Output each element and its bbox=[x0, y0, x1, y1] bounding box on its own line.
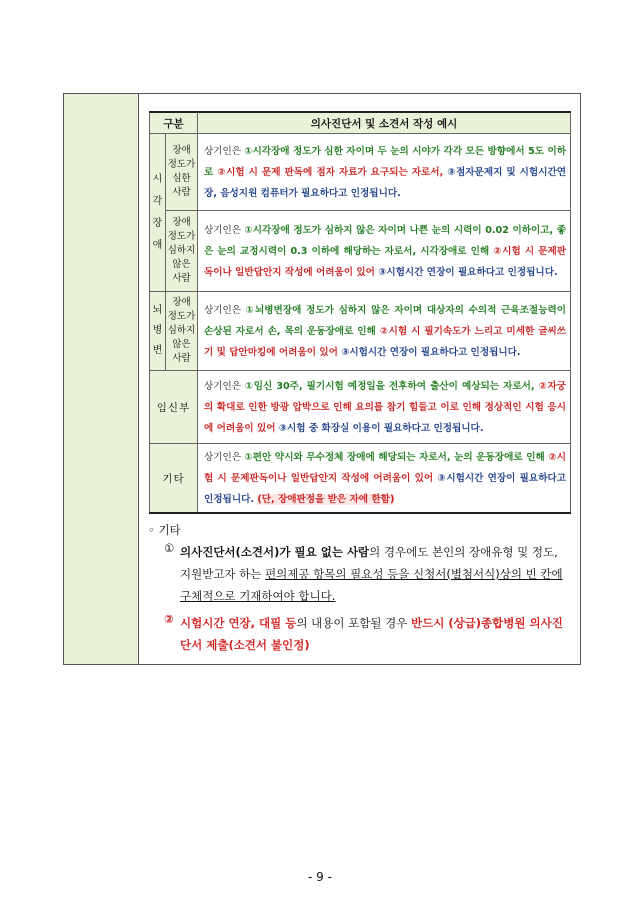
example-text bbox=[198, 134, 571, 211]
text-prefix: 상기인은 bbox=[204, 304, 246, 316]
text-prefix: 상기인은 bbox=[204, 451, 245, 463]
text-difficulty: ②시험 시 문제판독이나 일반답안지 작성에 어려움이 있어 bbox=[204, 245, 566, 278]
text-prefix: 상기인은 bbox=[204, 145, 245, 157]
text-condition: ①임신 30주, 필기시험 예정일을 전후하여 출산이 예상되는 자로서, bbox=[244, 380, 539, 392]
header-example: 의사진단서 및 소견서 작성 예시 bbox=[198, 112, 571, 134]
group-pregnant: 임신부 bbox=[150, 371, 198, 444]
group-visual bbox=[150, 134, 166, 292]
header-category: 구분 bbox=[150, 112, 198, 134]
note-1 bbox=[180, 541, 572, 607]
text-prefix: 상기인은 bbox=[204, 224, 245, 236]
text-accommodation: ③시험시간 연장이 필요하다고 인정됩니다. bbox=[341, 346, 521, 358]
table-row bbox=[150, 371, 571, 444]
group-label: 뇌병변 bbox=[152, 305, 163, 356]
example-text bbox=[198, 211, 571, 292]
left-label-column bbox=[64, 94, 139, 664]
note-number-1: ① bbox=[164, 541, 175, 555]
example-text bbox=[198, 444, 571, 514]
note-2-text: 의 내용이 포함될 경우 bbox=[296, 616, 411, 630]
table-row bbox=[150, 211, 571, 292]
text-condition: ①시각장애 정도가 심한 자이며 두 눈의 시야가 각각 모든 방향에서 5도 이하로 bbox=[204, 145, 567, 178]
text-difficulty: ②시험 시 문제판독이나 일반답안지 작성에 어려움이 있어 bbox=[204, 451, 566, 484]
text-condition-note: (단, 장애판정을 받은 자에 한함) bbox=[257, 493, 395, 505]
text-condition: ①뇌병변장애 정도가 심하지 않은 자이며 대상자의 수의적 근육조절능력이 손상된 자로서 손, 목의 운동장애로 인해 bbox=[204, 304, 567, 337]
note-2-emphasis: 시험시간 연장, 대필 등 bbox=[180, 616, 297, 630]
notes-heading: ◦ 기타 bbox=[148, 523, 181, 537]
example-text bbox=[198, 292, 571, 371]
sub-category: 장애 정도가 심하지 않은 사람 bbox=[166, 292, 198, 371]
table-row bbox=[150, 292, 571, 371]
sub-category: 장애 정도가 심하지 않은 사람 bbox=[166, 211, 198, 292]
text-condition: ①시각장애 정도가 심하지 않은 자이며 나쁜 눈의 시력이 0.02 이하이고, 좋은 눈의 교정시력이 0.3 이하에 해당하는 자로서, 시각장애로 인해 bbox=[204, 224, 567, 257]
table-row bbox=[150, 134, 571, 211]
text-accommodation: ③시험 중 화장실 이용이 필요하다고 인정됩니다. bbox=[278, 422, 484, 434]
sub-category: 장애 정도가 심한 사람 bbox=[166, 134, 198, 211]
text-difficulty: ②시험 시 문제 판독에 점자 자료가 요구되는 자로서, bbox=[217, 166, 448, 178]
page-number: - 9 - bbox=[308, 870, 332, 884]
note-1-underlined: 편의제공 항목의 필요성 등을 신청서(별첨서식)상의 빈 칸에 구체적으로 기재하여야 합니다. bbox=[180, 567, 563, 603]
text-accommodation: ③시험시간 연장이 필요하다고 인정됩니다. bbox=[378, 266, 558, 278]
note-1-text: 의 경우에도 본인의 장애유형 및 정도, 지원받고자 하는 bbox=[180, 545, 558, 581]
text-accommodation: ③점자문제지 및 시험시간연장, 음성지원 컴퓨터가 필요하다고 인정됩니다. bbox=[204, 166, 567, 199]
text-prefix: 상기인은 bbox=[204, 380, 245, 392]
text-condition: ①편안 약시와 무수정체 장애에 해당되는 자로서, 눈의 운동장애로 인해 bbox=[244, 451, 549, 463]
text-difficulty: ②자궁의 확대로 인한 방광 압박으로 인해 요의를 참기 힘들고 이로 인해 정상적인 시험 응시에 어려움이 있어 bbox=[204, 380, 566, 434]
table-row bbox=[150, 444, 571, 514]
group-brain bbox=[150, 292, 166, 371]
example-text bbox=[198, 371, 571, 444]
table-header-row bbox=[150, 112, 571, 134]
note-2 bbox=[180, 612, 572, 656]
note-number-2: ② bbox=[164, 612, 174, 626]
note-1-emphasis: 의사진단서(소견서)가 필요 없는 사람 bbox=[180, 545, 370, 559]
text-accommodation: ③시험시간 연장이 필요하다고 인정됩니다. bbox=[204, 472, 566, 505]
text-difficulty: ②시험 시 필기속도가 느리고 미세한 글씨쓰기 및 답안마킹에 어려움이 있어 bbox=[204, 325, 567, 358]
note-2-requirement: 반드시 (상급)종합병원 의사진단서 제출(소견서 불인정) bbox=[180, 616, 563, 652]
certificate-example-table bbox=[149, 111, 571, 514]
group-other: 기타 bbox=[150, 444, 198, 514]
group-label: 시각장애 bbox=[152, 173, 163, 251]
